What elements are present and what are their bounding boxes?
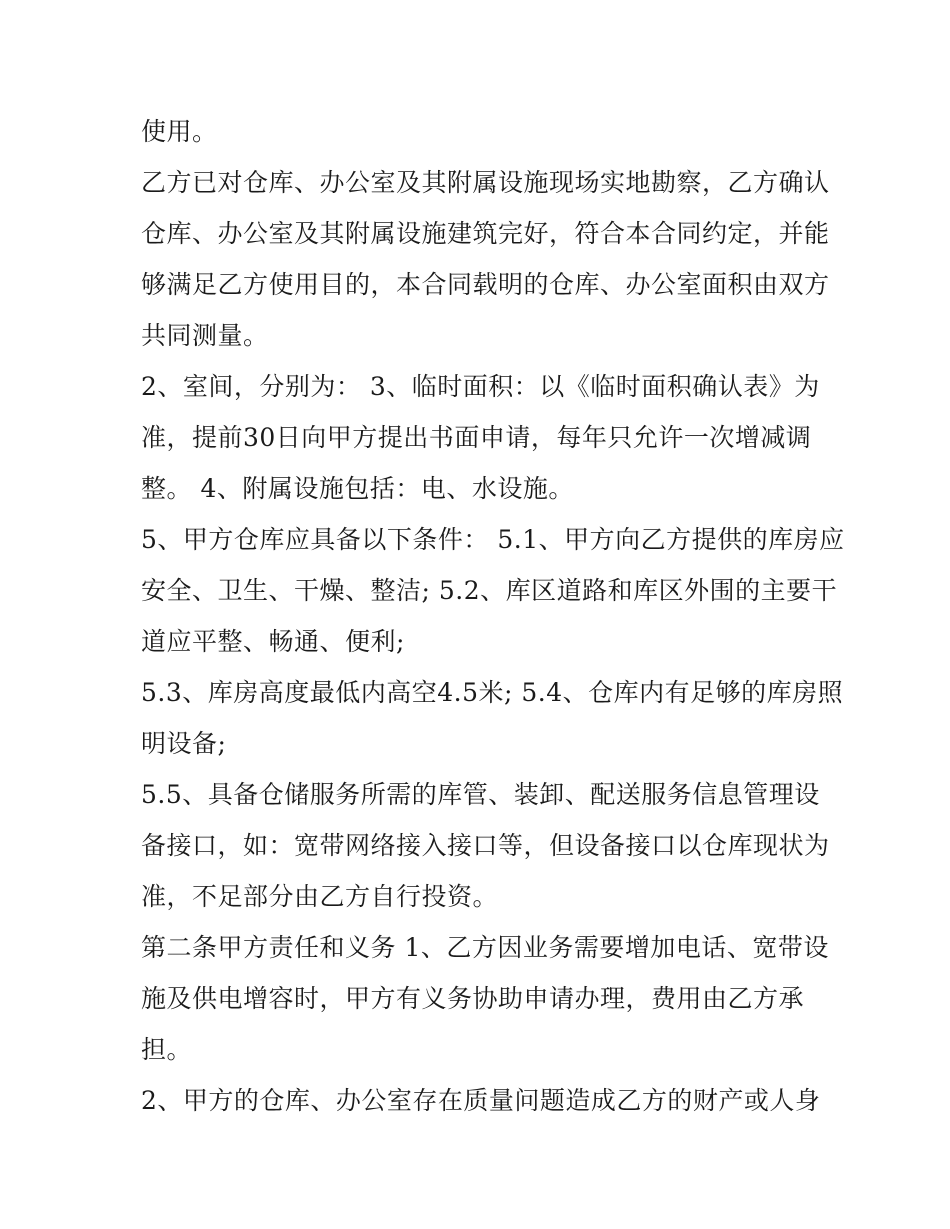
text-line-9: 5、甲方仓库应具备以下条件： 5.1、甲方向乙方提供的库房应 bbox=[141, 525, 845, 554]
text-line-13: 明设备; bbox=[141, 729, 227, 758]
text-line-2: 乙方已对仓库、办公室及其附属设施现场实地勘察，乙方确认 bbox=[141, 168, 830, 197]
text-line-20: 2、甲方的仓库、办公室存在质量问题造成乙方的财产或人身 bbox=[141, 1086, 821, 1115]
text-line-1: 使用。 bbox=[141, 117, 218, 146]
text-line-7: 准，提前30日向甲方提出书面申请，每年只允许一次增减调 bbox=[141, 423, 812, 452]
text-line-12: 5.3、库房高度最低内高空4.5米; 5.4、仓库内有足够的库房照 bbox=[141, 678, 844, 707]
text-line-15: 备接口，如：宽带网络接入接口等，但设备接口以仓库现状为 bbox=[141, 831, 830, 860]
text-line-18: 施及供电增容时，甲方有义务协助申请办理，费用由乙方承 bbox=[141, 984, 805, 1013]
text-line-17: 第二条甲方责任和义务 1、乙方因业务需要增加电话、宽带设 bbox=[141, 933, 829, 962]
text-line-16: 准，不足部分由乙方自行投资。 bbox=[141, 882, 499, 911]
text-line-6: 2、室间，分别为： 3、临时面积：以《临时面积确认表》为 bbox=[141, 372, 820, 401]
text-line-14: 5.5、具备仓储服务所需的库管、装卸、配送服务信息管理设 bbox=[141, 780, 820, 809]
text-line-4: 够满足乙方使用目的，本合同载明的仓库、办公室面积由双方 bbox=[141, 270, 830, 299]
text-line-8: 整。 4、附属设施包括：电、水设施。 bbox=[141, 474, 574, 503]
text-line-3: 仓库、办公室及其附属设施建筑完好，符合本合同约定，并能 bbox=[141, 219, 830, 248]
text-line-10: 安全、卫生、干燥、整洁; 5.2、库区道路和库区外围的主要干 bbox=[141, 576, 838, 605]
text-line-19: 担。 bbox=[141, 1035, 193, 1064]
text-line-5: 共同测量。 bbox=[141, 321, 269, 350]
document-body bbox=[141, 106, 845, 1126]
text-line-11: 道应平整、畅通、便利; bbox=[141, 627, 405, 656]
